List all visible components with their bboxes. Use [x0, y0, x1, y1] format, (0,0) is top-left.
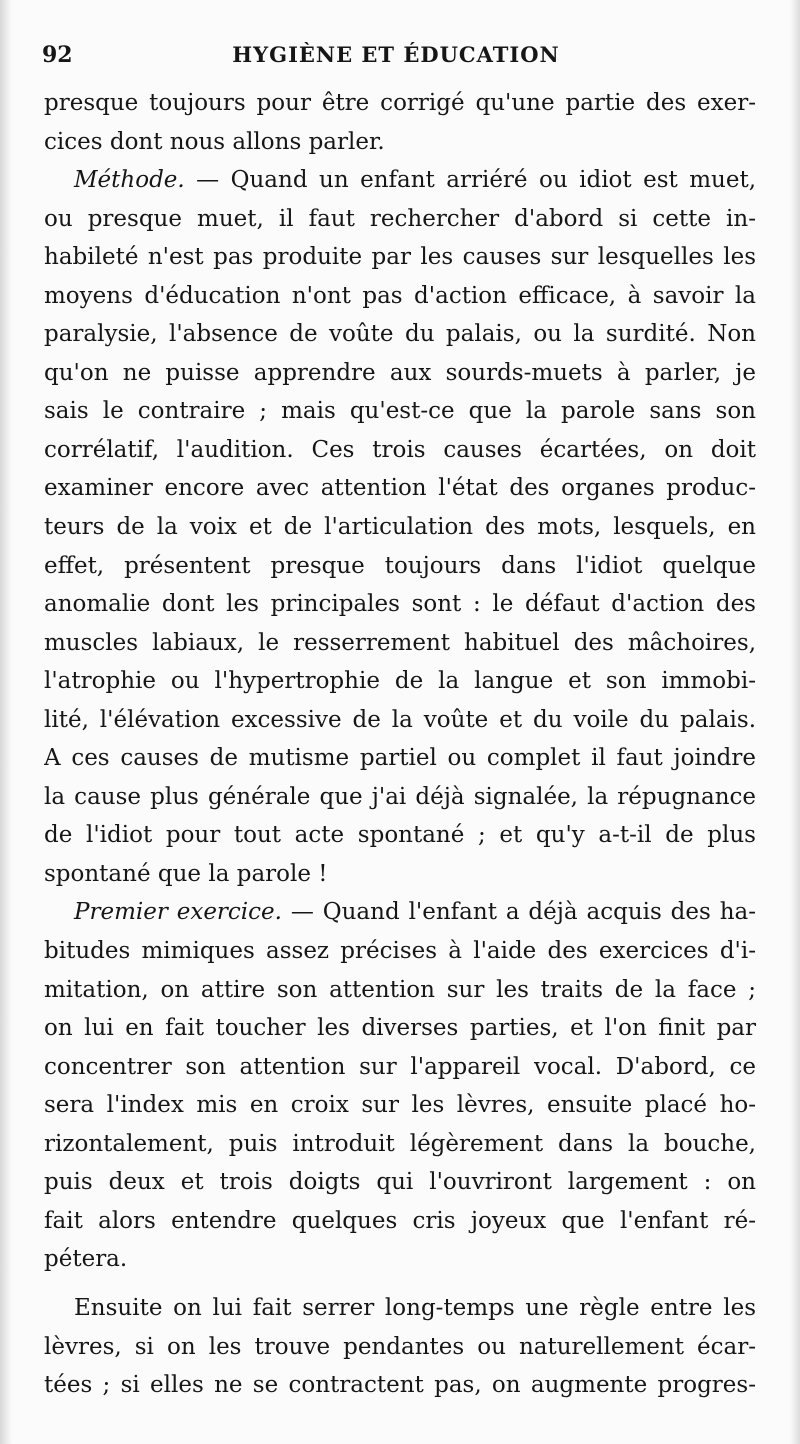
text-line: mitation, on attire son attention sur les traits de la face ;	[44, 976, 756, 1003]
text-line: l'atrophie ou l'hypertrophie de la langue et son immobi-	[44, 668, 756, 695]
running-title: HYGIÈNE ET ÉDUCATION	[232, 42, 560, 67]
text-line: A ces causes de mutisme partiel ou complet il faut joindre	[44, 745, 756, 772]
text-line: sera l'index mis en croix sur les lèvres, ensuite placé ho-	[44, 1092, 756, 1119]
text-line: la cause plus générale que j'ai déjà signalée, la répugnance	[44, 783, 756, 810]
text-line: fait alors entendre quelques cris joyeux que l'enfant ré-	[44, 1207, 756, 1234]
text-line: lèvres, si on les trouve pendantes ou naturellement écar-	[44, 1333, 756, 1360]
text-line: concentrer son attention sur l'appareil vocal. D'abord, ce	[44, 1053, 756, 1080]
text-line: rizontalement, puis introduit légèrement dans la bouche,	[44, 1130, 756, 1157]
text-line: bitudes mimiques assez précises à l'aide des exercices d'i-	[44, 938, 756, 965]
body-text	[44, 84, 756, 1405]
text-line: teurs de la voix et de l'articulation des mots, lesquels, en	[44, 514, 756, 541]
text-line: tées ; si elles ne se contractent pas, on augmente progres-	[44, 1372, 756, 1399]
text-line: examiner encore avec attention l'état des organes produc-	[44, 475, 756, 502]
text-line: presque toujours pour être corrigé qu'une partie des exer-	[44, 90, 756, 116]
text-line: puis deux et trois doigts qui l'ouvriront largement : on	[44, 1169, 756, 1196]
text-line: paralysie, l'absence de voûte du palais, ou la surdité. Non	[44, 321, 756, 348]
text-line: lité, l'élévation excessive de la voûte et du voile du palais.	[44, 706, 756, 733]
text-line: effet, présentent presque toujours dans l'idiot quelque	[44, 552, 756, 579]
text-line: qu'on ne puisse apprendre aux sourds-muets à parler, je	[44, 359, 756, 386]
text-line: corrélatif, l'audition. Ces trois causes écartées, on doit	[44, 436, 756, 463]
section-heading-methode: Méthode.	[74, 167, 185, 194]
text-line: ou presque muet, il faut rechercher d'abord si cette in-	[44, 205, 756, 232]
text-line: moyens d'éducation n'ont pas d'action efficace, à savoir la	[44, 282, 756, 309]
text-line-continuation: — Quand l'enfant a déjà acquis des ha-	[281, 899, 756, 926]
text-line: spontané que la parole !	[44, 860, 328, 887]
text-line: pétera.	[44, 1246, 128, 1273]
section-heading-premier-exercice: Premier exercice.	[74, 899, 282, 926]
text-line: de l'idiot pour tout acte spontané ; et qu'y a-t-il de plus	[44, 822, 756, 849]
text-line: sais le contraire ; mais qu'est-ce que la parole sans son	[44, 398, 756, 425]
text-line: habileté n'est pas produite par les causes sur lesquelles les	[44, 244, 756, 271]
page-header	[40, 40, 752, 74]
section-heading-line	[44, 161, 756, 200]
page-number: 92	[42, 42, 73, 68]
text-line: on lui en fait toucher les diverses parties, et l'on finit par	[44, 1015, 756, 1042]
text-line-continuation: — Quand un enfant arriéré ou idiot est muet,	[184, 167, 756, 194]
text-line: cices dont nous allons parler.	[44, 128, 385, 155]
section-heading-line	[44, 893, 756, 932]
text-line: anomalie dont les principales sont : le défaut d'action des	[44, 591, 756, 618]
text-line: muscles labiaux, le resserrement habituel des mâchoires,	[44, 629, 756, 656]
paragraph-start-line: Ensuite on lui fait serrer long-temps une règle entre les	[74, 1294, 756, 1321]
